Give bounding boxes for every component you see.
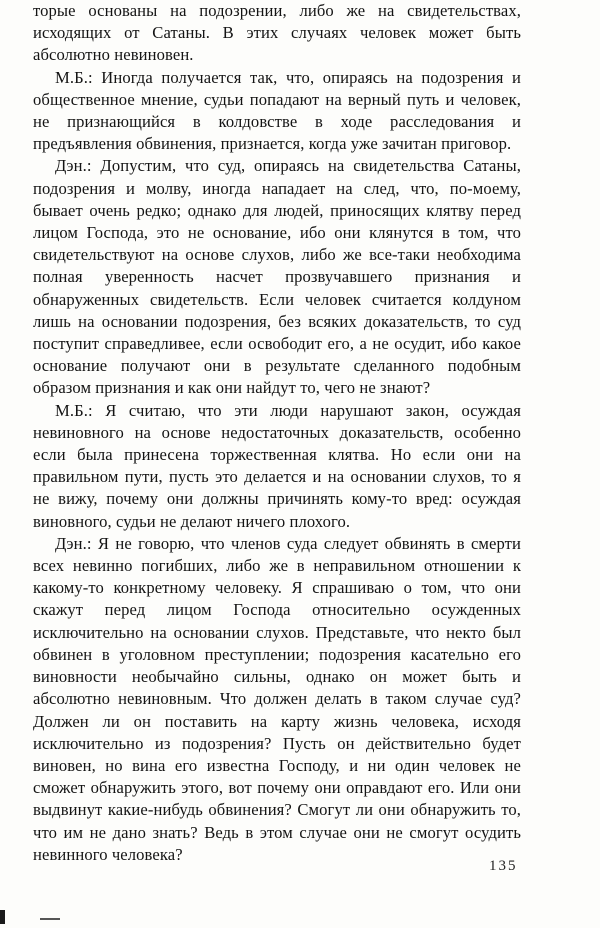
page-body-text — [33, 0, 521, 866]
scan-edge-mark — [0, 910, 5, 924]
paragraph-mb-1: М.Б.: Иногда получается так, что, опираясь на подозрения и общественное мнение, судьи попадают на верный путь и человек, не признающийся в колдовстве в ходе расследования и предъявления обвинения, признается, когда уже зачитан приговор. — [33, 67, 521, 154]
page-number: 135 — [489, 858, 518, 874]
paragraph-mb-2: М.Б.: Я считаю, что эти люди нарушают закон, осуждая невиновного на основе недостаточных доказательств, особенно если была принесена торжественная клятва. Но если они на правильном пути, пусть это делается и на основании слухов, то я не вижу, почему они должны причинять кому-то вред: осуждая виновного, судьи не делают ничего плохого. — [33, 400, 521, 531]
paragraph-continuation: торые основаны на подозрении, либо же на свидетельствах, исходящих от Сатаны. В этих случаях человек может быть абсолютно невиновен. — [33, 1, 521, 65]
paragraph-den-1: Дэн.: Допустим, что суд, опираясь на свидетельства Сатаны, подозрения и молву, иногда нападает на след, что, по-моему, бывает очень редко; однако для людей, приносящих клятву перед лицом Господа, это не основание, ибо они клянутся в том, что свидетельствуют на основе слухов, либо же все-таки необходима полная уверенность насчет прозвучавшего признания и обнаруженных свидетельств. Если человек считается колдуном лишь на основании подозрения, без всяких доказательств, то суд поступит справедливее, если освободит его, а не осудит, ибо какое основание получают они в результате сделанного подобным образом признания и как они найдут то, чего не знают? — [33, 156, 521, 398]
scan-dash-mark — [40, 918, 60, 920]
paragraph-den-2: Дэн.: Я не говорю, что членов суда следует обвинять в смерти всех невинно погибших, либо же в неправильном отношении к какому-то конкретному человеку. Я спрашиваю о том, что они скажут перед лицом Господа относительно осужденных исключительно на основании слухов. Представьте, что некто был обвинен в уголовном преступлении; подозрения касательно его виновности необычайно сильны, однако он может быть и абсолютно невиновным. Что должен делать в таком случае суд? Должен ли он поставить на карту жизнь человека, исходя исключительно из подозрения? Пусть он действительно будет виновен, но вина его известна Господу, и ни один человек не сможет обнаружить этого, вот почему они оправдают его. Или они выдвинут какие-нибудь обвинения? Смогут ли они обнаружить то, что им не дано знать? Ведь в этом случае они не смогут осудить невинного человека? — [33, 533, 521, 864]
